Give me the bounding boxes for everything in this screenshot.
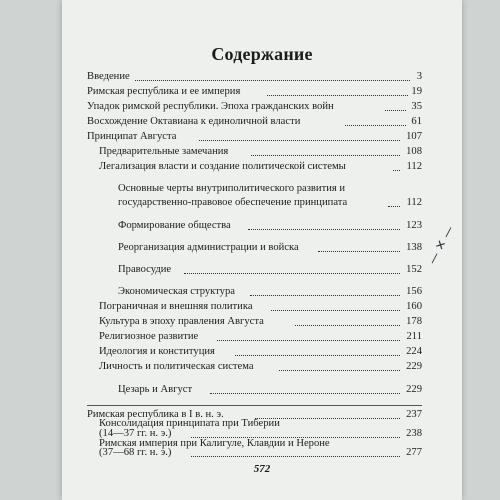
toc-entry <box>87 131 422 143</box>
table-of-contents <box>62 0 462 500</box>
toc-leader-dots <box>135 80 410 81</box>
toc-leader-dots <box>393 170 400 171</box>
toc-entry <box>118 220 422 232</box>
toc-entry <box>99 361 422 373</box>
toc-entry-page: 211 <box>406 331 422 342</box>
toc-entry <box>118 183 422 195</box>
toc-entry <box>118 384 422 396</box>
toc-entry-title: Принципат Августа <box>87 131 177 142</box>
toc-entry <box>99 316 422 328</box>
toc-entry <box>87 116 422 128</box>
toc-entry <box>99 447 422 459</box>
toc-leader-dots <box>251 155 400 156</box>
toc-entry-page: 19 <box>411 86 422 97</box>
toc-entry <box>118 264 422 276</box>
toc-entry-page: 160 <box>406 301 422 312</box>
toc-entry <box>99 301 422 313</box>
toc-entry-page: 3 <box>416 71 422 82</box>
section-divider <box>87 405 422 406</box>
toc-entry <box>87 71 422 83</box>
toc-leader-dots <box>295 325 400 326</box>
handwritten-annotation: — ✕ — <box>424 223 457 267</box>
toc-entry-title: Введение <box>87 71 130 82</box>
toc-leader-dots <box>279 370 400 371</box>
toc-leader-dots <box>250 295 400 296</box>
toc-entry <box>87 86 422 98</box>
toc-entry <box>99 161 422 173</box>
toc-entry <box>118 286 422 298</box>
toc-entry-title: Правосудие <box>118 264 172 275</box>
toc-entry-page: 224 <box>406 346 422 357</box>
toc-entry-title-continued: государственно-правовое обеспечение принципата <box>118 197 348 208</box>
toc-leader-dots <box>210 393 400 394</box>
toc-entry-page: 138 <box>406 242 422 253</box>
toc-entry-page: 123 <box>406 220 422 231</box>
toc-entry-page: 237 <box>406 409 422 420</box>
toc-entry-title: Цезарь и Август <box>118 384 193 395</box>
toc-leader-dots <box>217 340 400 341</box>
toc-entry-title: Римская империя при Калигуле, Клавдии и Нероне <box>99 438 330 449</box>
toc-entry-title: Консолидация принципата при Тиберии <box>99 418 280 429</box>
toc-leader-dots <box>191 456 400 457</box>
toc-entry-page: 277 <box>406 447 422 458</box>
toc-entry-title: Легализация власти и создание политической системы <box>99 161 346 172</box>
toc-entry <box>99 331 422 343</box>
toc-entry-page: 61 <box>411 116 422 127</box>
toc-entry-title: Пограничная и внешняя политика <box>99 301 253 312</box>
toc-entry <box>87 101 422 113</box>
book-page <box>62 0 462 500</box>
toc-entry-title: Римская республика в I в. н. э. <box>87 409 224 420</box>
toc-entry-title: Экономическая структура <box>118 286 235 297</box>
toc-entry-title: Культура в эпоху правления Августа <box>99 316 264 327</box>
toc-entry-title: Предварительные замечания <box>99 146 229 157</box>
toc-entry-page: 35 <box>411 101 422 112</box>
page-title: Содержание <box>211 44 313 64</box>
toc-entry-title: Религиозное развитие <box>99 331 199 342</box>
toc-entry-page: 107 <box>406 131 422 142</box>
toc-entry-page: 238 <box>406 428 422 439</box>
toc-leader-dots <box>235 355 400 356</box>
toc-entry-title: Реорганизация администрации и войска <box>118 242 299 253</box>
toc-leader-dots <box>267 95 408 96</box>
toc-entry-title: Основные черты внутриполитического развития и <box>118 183 346 194</box>
page-number: 572 <box>253 463 271 475</box>
toc-entry-page: 229 <box>406 361 422 372</box>
toc-leader-dots <box>248 229 400 230</box>
toc-entry-page: 156 <box>406 286 422 297</box>
toc-entry <box>99 146 422 158</box>
toc-entry <box>118 197 422 209</box>
toc-entry-title-continued: (14—37 гг. н. э.) <box>99 428 172 439</box>
toc-entry-page: 178 <box>406 316 422 327</box>
toc-leader-dots <box>199 140 400 141</box>
toc-entry-page: 229 <box>406 384 422 395</box>
toc-leader-dots <box>385 110 406 111</box>
toc-entry-page: 112 <box>406 161 422 172</box>
toc-entry-page: 152 <box>406 264 422 275</box>
toc-entry-title: Формирование общества <box>118 220 231 231</box>
toc-leader-dots <box>318 251 400 252</box>
toc-entry-title: Идеология и конституция <box>99 346 215 357</box>
toc-entry <box>118 242 422 254</box>
toc-entry-title: Римская республика и ее империя <box>87 86 241 97</box>
toc-entry-title-continued: (37—68 гг. н. э.) <box>99 447 172 458</box>
toc-leader-dots <box>345 125 406 126</box>
toc-entry-page: 108 <box>406 146 422 157</box>
toc-leader-dots <box>184 273 400 274</box>
toc-entry-title: Восхождение Октавиана к единоличной власти <box>87 116 301 127</box>
toc-entry-title: Упадок римской республики. Эпоха гражданских войн <box>87 101 334 112</box>
toc-leader-dots <box>388 206 400 207</box>
toc-entry <box>99 346 422 358</box>
toc-leader-dots <box>271 310 400 311</box>
toc-entry-page: 112 <box>406 197 422 208</box>
toc-entry-title: Личность и политическая система <box>99 361 254 372</box>
